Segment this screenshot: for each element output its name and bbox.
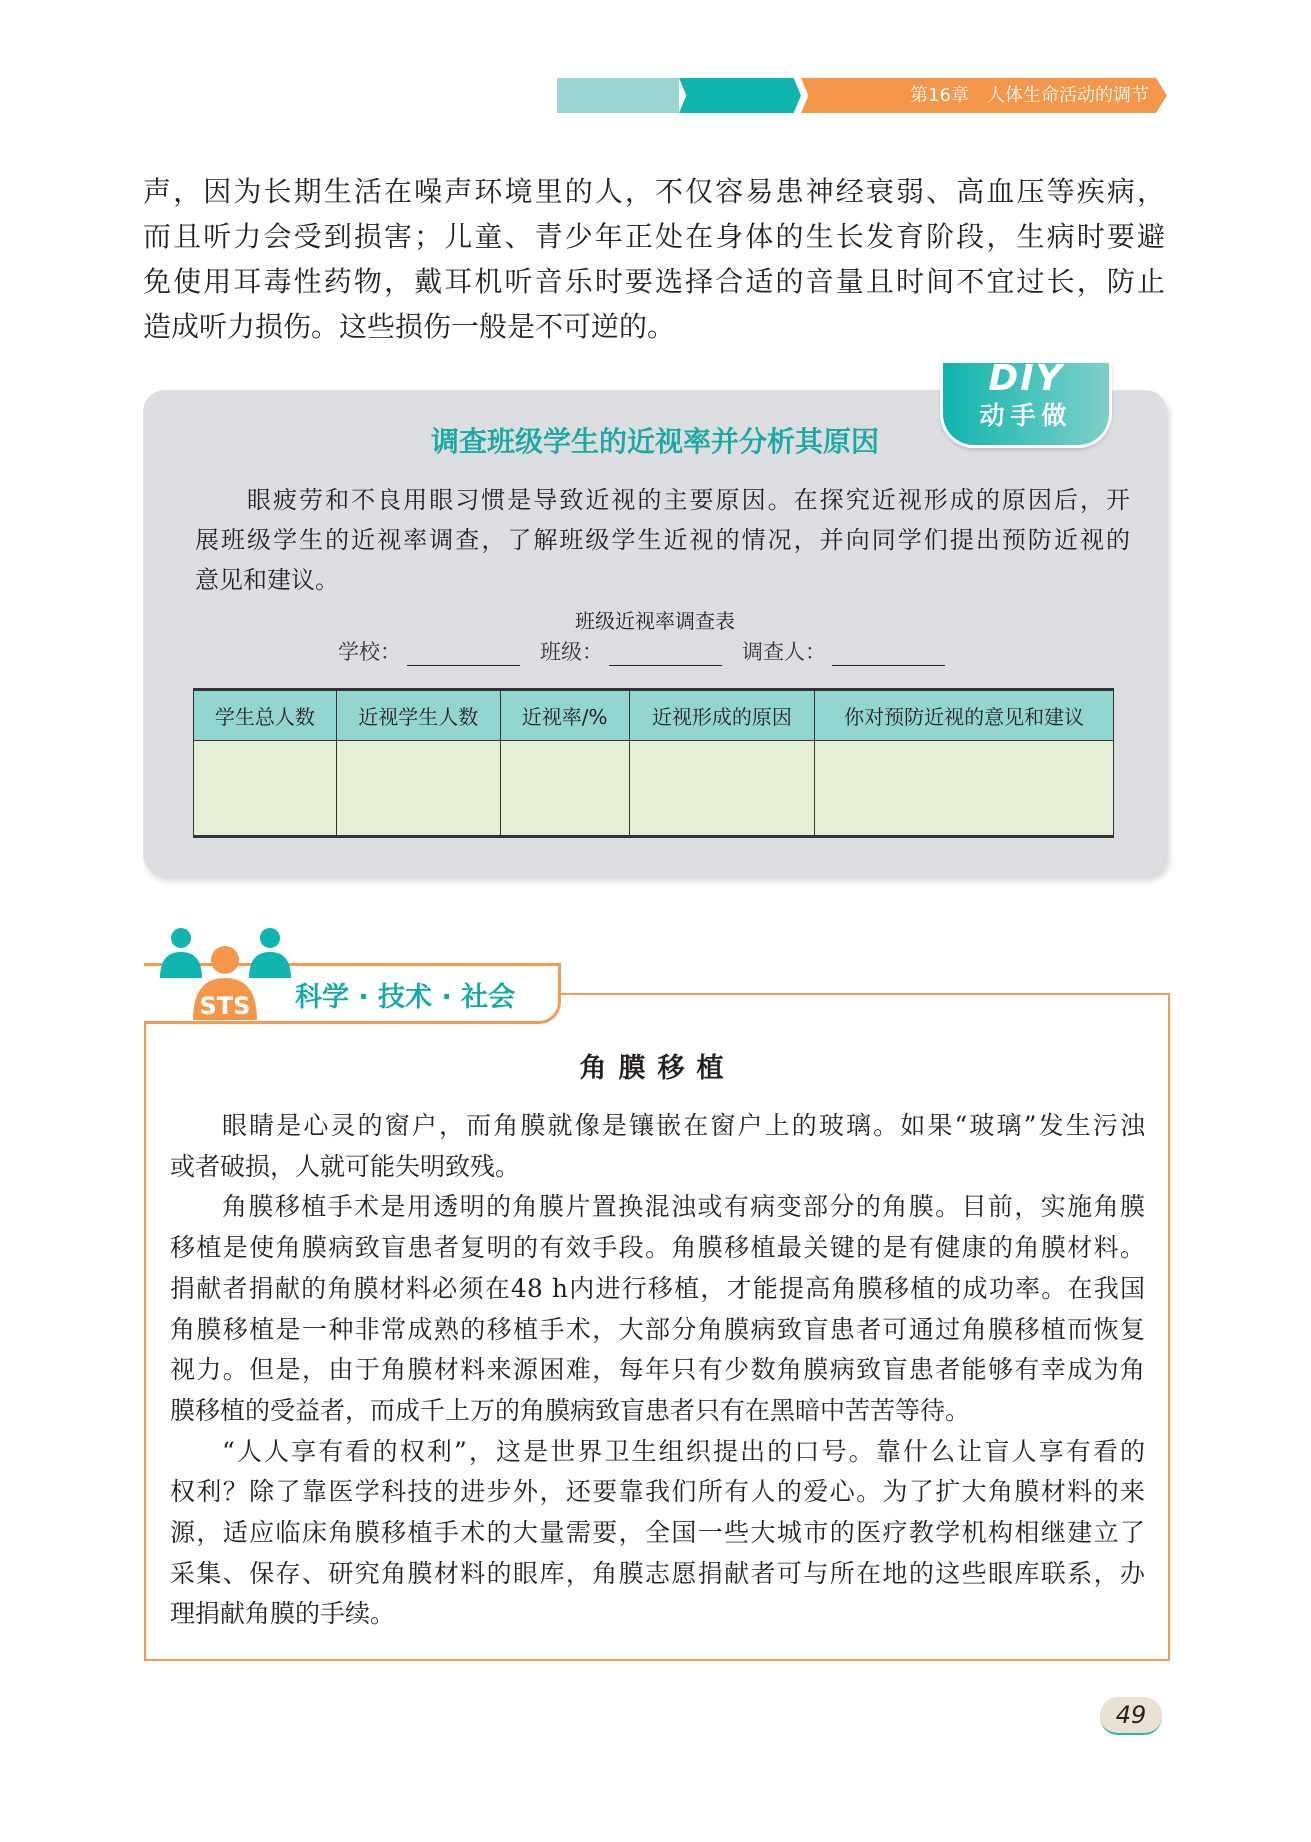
text-line: 眼疲劳和不良用眼习惯是导致近视的主要原因。在探究近视形成的原因后，开 xyxy=(247,486,1130,514)
text-line: 免使用耳毒性药物，戴耳机听音乐时要选择合适的音量且时间不宜过长，防止 xyxy=(143,265,1165,298)
text-line: 权利？除了靠医学科技的进步外，还要靠我们所有人的爱心。为了扩大角膜材料的来 xyxy=(170,1477,1145,1507)
investigator-field[interactable] xyxy=(742,636,945,666)
diy-badge-label: 动手做 xyxy=(979,401,1073,430)
survey-fields xyxy=(338,636,945,666)
column-header: 你对预防近视的意见和建议 xyxy=(815,690,1114,741)
table-cell[interactable] xyxy=(336,741,500,837)
table-cell[interactable] xyxy=(194,741,337,837)
blank-line[interactable] xyxy=(609,639,722,666)
school-field[interactable] xyxy=(338,636,520,666)
diy-badge-word: DIY xyxy=(988,358,1064,399)
blank-line[interactable] xyxy=(832,639,945,666)
table-cell[interactable] xyxy=(629,741,815,837)
text-line: 角膜移植是一种非常成熟的移植手术，大部分角膜病致盲患者可通过角膜移植而恢复 xyxy=(170,1314,1145,1344)
survey-table-title: 班级近视率调查表 xyxy=(575,609,735,633)
field-label: 学校： xyxy=(338,640,401,664)
sts-badge-text: STS xyxy=(199,992,251,1020)
table-cell[interactable] xyxy=(500,741,629,837)
header-segment-light xyxy=(557,78,679,113)
article-body xyxy=(170,1106,1145,1635)
article-title: 角膜移植 xyxy=(579,1053,736,1084)
text-line: 或者破损，人就可能失明致残。 xyxy=(170,1151,521,1181)
class-field[interactable] xyxy=(540,636,722,666)
people-icon xyxy=(155,920,295,1020)
text-line: 意见和建议。 xyxy=(195,566,339,594)
text-line: 膜移植的受益者，而成千上万的角膜病致盲患者只有在黑暗中苦苦等待。 xyxy=(170,1395,971,1425)
text-line: 视力。但是，由于角膜材料来源困难，每年只有少数角膜病致盲患者能够有幸成为角 xyxy=(170,1355,1145,1385)
text-line: 捐献者捐献的角膜材料必须在48 h内进行移植，才能提高角膜移植的成功率。在我国 xyxy=(170,1273,1145,1303)
text-line: 眼睛是心灵的窗户，而角膜就像是镶嵌在窗户上的玻璃。如果“玻璃”发生污浊 xyxy=(222,1111,1145,1140)
text-line: “人人享有看的权利”，这是世界卫生组织提出的口号。靠什么让盲人享有看的 xyxy=(222,1436,1145,1466)
header-segment-teal xyxy=(679,78,801,113)
column-header: 近视学生人数 xyxy=(336,690,500,741)
survey-table xyxy=(193,688,1114,838)
table-cell[interactable] xyxy=(815,741,1114,837)
text-line: 理捐献角膜的手续。 xyxy=(170,1599,396,1629)
text-line: 展班级学生的近视率调查，了解班级学生近视的情况，并向同学们提出预防近视的 xyxy=(195,526,1130,554)
text-line: 而且听力会受到损害；儿童、青少年正处在身体的生长发育阶段，生病时要避 xyxy=(143,220,1165,253)
page-number: 49 xyxy=(1100,1697,1162,1735)
field-label: 班级： xyxy=(540,640,603,664)
blank-line[interactable] xyxy=(407,639,520,666)
text-line: 移植是使角膜病致盲患者复明的有效手段。角膜移植最关键的是有健康的角膜材料。 xyxy=(170,1233,1145,1263)
column-header: 近视形成的原因 xyxy=(629,690,815,741)
text-line: 造成听力损伤。这些损伤一般是不可逆的。 xyxy=(143,310,676,343)
sts-label: 科学 · 技术 · 社会 xyxy=(295,982,516,1013)
chapter-header-bar xyxy=(557,78,1167,113)
field-label: 调查人： xyxy=(742,640,826,664)
table-header-row xyxy=(194,690,1114,741)
activity-title: 调查班级学生的近视率并分析其原因 xyxy=(430,425,879,458)
activity-paragraph xyxy=(195,480,1130,600)
table-row xyxy=(194,741,1114,837)
text-line: 角膜移植手术是用透明的角膜片置换混浊或有病变部分的角膜。目前，实施角膜 xyxy=(222,1192,1145,1222)
intro-paragraph xyxy=(143,169,1165,349)
text-line: 采集、保存、研究角膜材料的眼库，角膜志愿捐献者可与所在地的这些眼库联系，办 xyxy=(170,1558,1145,1588)
column-header: 近视率/% xyxy=(500,690,629,741)
column-header: 学生总人数 xyxy=(194,690,337,741)
text-line: 源，适应临床角膜移植手术的大量需要，全国一些大城市的医疗教学机构相继建立了 xyxy=(170,1518,1145,1548)
text-line: 声，因为长期生活在噪声环境里的人，不仅容易患神经衰弱、高血压等疾病， xyxy=(143,175,1165,208)
chapter-title: 第16章 人体生命活动的调节 xyxy=(910,85,1149,106)
